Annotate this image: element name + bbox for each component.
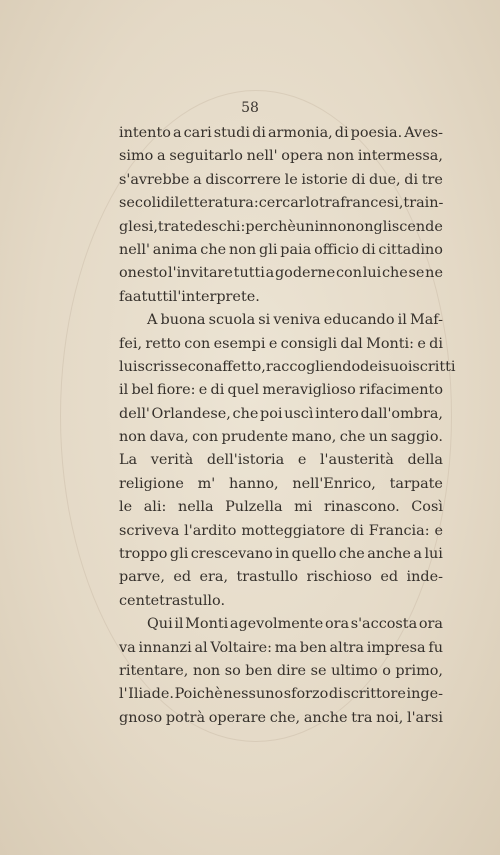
word: rischioso <box>306 569 372 586</box>
word: un <box>368 429 388 446</box>
body-text <box>119 122 456 730</box>
word: glesi, <box>119 218 158 235</box>
word: anche <box>367 546 411 563</box>
text-line <box>119 239 443 262</box>
word: simo <box>119 148 154 165</box>
word: non <box>346 218 374 235</box>
word: fei, <box>119 335 143 352</box>
text-line <box>119 192 443 215</box>
text-line <box>119 403 443 426</box>
word: officio <box>314 241 359 258</box>
word: l'ardito <box>184 522 237 539</box>
word: uscì <box>284 405 314 422</box>
word: tra <box>403 195 425 212</box>
word: dire <box>276 662 307 679</box>
word: tutti <box>233 265 265 282</box>
word: tra <box>157 218 180 235</box>
word: lui <box>362 265 382 282</box>
word: intento <box>119 125 171 141</box>
word: poesia. <box>350 125 403 141</box>
word: si <box>258 312 271 329</box>
word: lui <box>119 358 138 375</box>
word: di <box>252 125 266 141</box>
word: Maf- <box>409 312 443 329</box>
word: che <box>381 265 408 282</box>
word: di <box>404 171 419 188</box>
word: religione <box>119 475 184 492</box>
page-number: 58 <box>241 100 259 116</box>
word: s'accosta <box>350 616 418 633</box>
word: s'avrebbe <box>119 171 190 188</box>
word: dava, <box>149 429 189 446</box>
word: armonia, <box>267 125 333 141</box>
word: se <box>310 662 327 679</box>
word: gnoso <box>119 709 163 726</box>
text-line <box>119 286 443 309</box>
text-line <box>119 309 443 332</box>
word: dal <box>340 335 363 352</box>
word: hanno, <box>228 475 279 492</box>
word: fiore: <box>157 382 196 399</box>
word: troppo <box>119 546 168 563</box>
word: non <box>326 148 355 165</box>
word: perchè <box>245 218 296 235</box>
word: Poichè <box>174 686 223 703</box>
text-line <box>119 216 443 239</box>
word: Iliade. <box>128 686 174 703</box>
word: a <box>413 546 422 563</box>
word: opera <box>281 148 324 165</box>
word: buona <box>160 312 206 329</box>
word: francesi, <box>340 195 404 212</box>
word: scuola <box>208 312 256 329</box>
text-line <box>119 169 443 192</box>
text-line <box>119 590 443 613</box>
text-line <box>119 543 443 566</box>
word: letteratura: <box>174 195 259 212</box>
word: tutti <box>141 288 173 305</box>
word: veniva <box>273 312 321 329</box>
word: nell'Enrico, <box>292 475 376 492</box>
word: l'austerità <box>319 452 394 469</box>
word: intermessa, <box>357 148 443 165</box>
word: l' <box>119 686 128 703</box>
word: ben <box>245 662 273 679</box>
word: dall'ombra, <box>360 405 443 422</box>
word: Così <box>411 499 443 516</box>
text-line <box>119 637 443 660</box>
word: nella <box>177 499 214 516</box>
word: A <box>147 312 158 329</box>
text-line <box>119 660 443 683</box>
word: saggio. <box>390 429 443 446</box>
word: ma <box>274 639 297 656</box>
word: va <box>119 639 136 656</box>
text-line <box>119 613 443 636</box>
word: goderne <box>274 265 336 282</box>
word: Voltaire: <box>210 639 272 656</box>
word: ne <box>425 265 443 282</box>
word: ed <box>380 569 399 586</box>
text-line <box>119 356 456 379</box>
word: al <box>194 639 208 656</box>
word: che <box>339 429 366 446</box>
word: cente <box>119 592 160 609</box>
text-line <box>119 520 443 543</box>
text-line <box>119 333 443 356</box>
word: ed <box>173 569 192 586</box>
word: sforzo <box>283 686 329 703</box>
word: e <box>268 335 278 352</box>
word: poi <box>260 405 283 422</box>
word: inge- <box>406 686 443 703</box>
word: di <box>361 241 376 258</box>
word: bel <box>131 382 154 399</box>
word: ora <box>418 616 443 633</box>
word: le <box>284 171 298 188</box>
word: so <box>224 662 241 679</box>
word: con <box>335 265 362 282</box>
word: gli <box>373 218 392 235</box>
word: di <box>334 125 349 141</box>
word: quel <box>227 382 260 399</box>
word: scrisse <box>137 358 188 375</box>
word: nessuno <box>223 686 284 703</box>
word: o <box>382 662 391 679</box>
word: tra <box>318 195 341 212</box>
word: intero <box>315 405 359 422</box>
word: tarpate <box>389 475 443 492</box>
word: trastullo. <box>159 592 226 609</box>
word: cari <box>183 125 212 141</box>
word: istorie <box>301 171 348 188</box>
word: nell' <box>246 148 278 165</box>
word: gli <box>259 241 278 258</box>
word: che <box>200 241 227 258</box>
word: due, <box>369 171 401 188</box>
word: e <box>297 452 307 469</box>
word: affetto, <box>213 358 266 375</box>
text-line <box>119 122 443 145</box>
word: tedeschi: <box>179 218 246 235</box>
word: di <box>328 686 343 703</box>
word: anche <box>303 709 348 726</box>
word: meraviglioso <box>262 382 356 399</box>
word: di <box>160 195 175 212</box>
word: m' <box>197 475 216 492</box>
word: rinascono. <box>324 499 400 516</box>
word: studi <box>213 125 251 141</box>
word: cittadino <box>378 241 443 258</box>
word: trastullo <box>236 569 299 586</box>
text-line <box>119 145 443 168</box>
word: era, <box>199 569 229 586</box>
word: con <box>187 358 214 375</box>
word: di <box>350 522 364 539</box>
word: educando <box>323 312 395 329</box>
word: dell'istoria <box>206 452 285 469</box>
word: un <box>295 218 315 235</box>
word: fa <box>119 288 133 305</box>
word: non <box>192 662 221 679</box>
word: noi, <box>376 709 404 726</box>
word: di <box>351 171 366 188</box>
word: ora <box>324 616 350 633</box>
word: parve, <box>119 569 165 586</box>
word: il <box>119 382 129 399</box>
word: tre <box>421 171 443 188</box>
word: e <box>434 522 443 539</box>
word: Pulzella <box>225 499 283 516</box>
word: consigli <box>280 335 338 352</box>
text-line <box>119 707 443 730</box>
word: prudente <box>221 429 289 446</box>
word: le <box>119 499 133 516</box>
word: secoli <box>119 195 161 212</box>
word: a <box>157 148 166 165</box>
word: verità <box>150 452 194 469</box>
word: scriveva <box>119 522 180 539</box>
word: scritti <box>412 358 456 375</box>
word: mano, <box>291 429 337 446</box>
word: se <box>408 265 425 282</box>
word: quello <box>291 546 337 563</box>
text-line <box>119 449 443 472</box>
word: agevolmente <box>229 616 324 633</box>
word: innanzi <box>138 639 192 656</box>
word: mi <box>294 499 313 516</box>
word: in <box>275 546 290 563</box>
word: non <box>119 429 147 446</box>
word: anima <box>152 241 198 258</box>
word: l'arsi <box>406 709 443 726</box>
word: rifacimento <box>359 382 443 399</box>
word: impresa <box>366 639 426 656</box>
word: nell' <box>119 241 150 258</box>
word: scende <box>391 218 443 235</box>
word: di <box>429 335 443 352</box>
word: Qui <box>147 616 173 633</box>
word: inde- <box>406 569 443 586</box>
word: Monti: <box>366 335 414 352</box>
word: il <box>174 616 184 633</box>
word: primo, <box>395 662 443 679</box>
text-line <box>119 262 443 285</box>
word: discorrere <box>205 171 281 188</box>
word: Orlandese, <box>151 405 231 422</box>
word: e <box>417 335 426 352</box>
word: in- <box>424 195 444 212</box>
text-line <box>119 473 443 496</box>
word: altra <box>329 639 364 656</box>
word: potrà <box>165 709 206 726</box>
word: dell' <box>119 405 150 422</box>
word: con <box>192 429 219 446</box>
word: dei <box>360 358 383 375</box>
text-line <box>119 426 443 449</box>
word: La <box>119 452 138 469</box>
word: il <box>397 312 407 329</box>
word: ultimo <box>331 662 378 679</box>
word: tra <box>351 709 373 726</box>
word: non <box>228 241 257 258</box>
word: l'invitare <box>168 265 233 282</box>
word: gli <box>169 546 189 563</box>
word: fu <box>428 639 443 656</box>
text-line <box>119 379 443 402</box>
word: crescevano <box>190 546 273 563</box>
word: e <box>198 382 208 399</box>
word: a <box>193 171 202 188</box>
word: ali: <box>143 499 167 516</box>
word: esempi <box>213 335 266 352</box>
word: scrittore <box>343 686 406 703</box>
word: paia <box>280 241 312 258</box>
word: che, <box>269 709 301 726</box>
word: motteggiatore <box>241 522 346 539</box>
word: retto <box>145 335 181 352</box>
word: a <box>172 125 182 141</box>
word: ben <box>299 639 327 656</box>
text-line <box>119 566 443 589</box>
text-line <box>119 496 443 519</box>
word: seguitarlo <box>169 148 243 165</box>
text-line <box>119 683 443 706</box>
word: Francia: <box>368 522 430 539</box>
word: onesto <box>119 265 168 282</box>
word: inno <box>314 218 347 235</box>
word: ritentare, <box>119 662 189 679</box>
word: con <box>184 335 211 352</box>
word: della <box>407 452 443 469</box>
word: Aves- <box>404 125 443 141</box>
word: che <box>338 546 365 563</box>
word: lui <box>424 546 443 563</box>
word: cercarlo <box>258 195 319 212</box>
word: che <box>232 405 259 422</box>
word: di <box>210 382 225 399</box>
word: raccogliendo <box>265 358 361 375</box>
word: Monti <box>185 616 229 633</box>
word: operare <box>208 709 266 726</box>
word: l'interprete. <box>172 288 260 305</box>
word: a <box>265 265 275 282</box>
word: a <box>132 288 142 305</box>
word: suoi <box>382 358 413 375</box>
